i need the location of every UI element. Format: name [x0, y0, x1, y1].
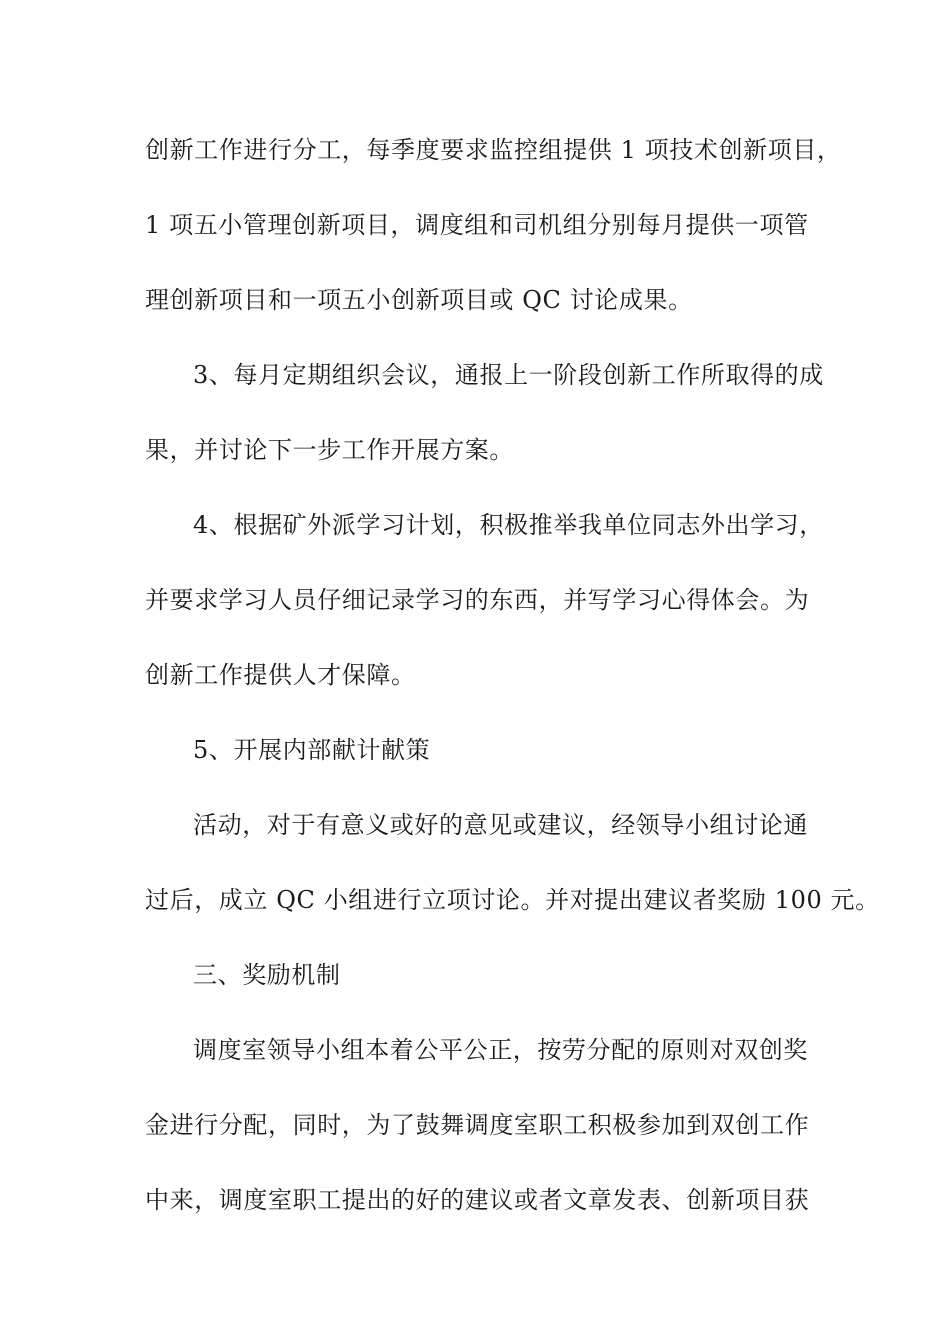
- text-line-10: 活动，对于有意义或好的意见或建议，经领导小组讨论通: [193, 811, 808, 839]
- text-line-15: 中来，调度室职工提出的好的建议或者文章发表、创新项目获: [145, 1186, 810, 1214]
- text-line-8: 创新工作提供人才保障。: [145, 661, 416, 689]
- text-line-14: 金进行分配，同时，为了鼓舞调度室职工积极参加到双创工作: [145, 1111, 810, 1139]
- text-line-3: 理创新项目和一项五小创新项目或 QC 讨论成果。: [145, 286, 693, 314]
- text-line-7: 并要求学习人员仔细记录学习的东西，并写学习心得体会。为: [145, 586, 810, 614]
- text-line-5: 果，并讨论下一步工作开展方案。: [145, 436, 514, 464]
- text-line-11: 过后，成立 QC 小组进行立项讨论。并对提出建议者奖励 100 元。: [145, 886, 880, 914]
- text-line-13: 调度室领导小组本着公平公正，按劳分配的原则对双创奖: [193, 1036, 808, 1064]
- text-line-12: 三、奖励机制: [193, 961, 341, 989]
- text-line-2: 1 项五小管理创新项目，调度组和司机组分别每月提供一项管: [145, 211, 809, 239]
- text-line-1: 创新工作进行分工，每季度要求监控组提供 1 项技术创新项目，: [145, 136, 842, 164]
- text-line-4: 3、每月定期组织会议，通报上一阶段创新工作所取得的成: [193, 361, 824, 389]
- text-line-6: 4、根据矿外派学习计划，积极推举我单位同志外出学习，: [193, 511, 824, 539]
- text-line-9: 5、开展内部献计献策: [193, 736, 431, 764]
